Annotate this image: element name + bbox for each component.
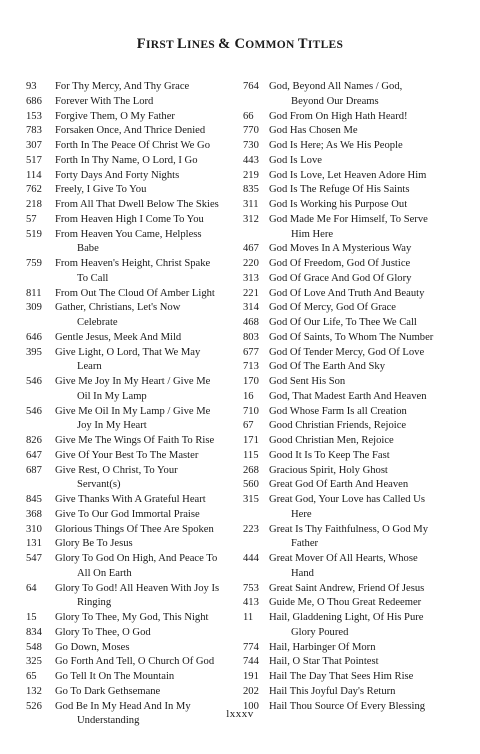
index-entry — [243, 110, 469, 125]
hymn-number: 314 — [243, 302, 259, 314]
index-entry — [26, 523, 240, 538]
hymn-first-line: God Of Freedom, God Of Justice — [269, 258, 411, 269]
hymn-first-line-continuation: Celebrate — [77, 317, 118, 328]
hymn-first-line: God Of Our Life, To Thee We Call — [269, 317, 417, 328]
hymn-number: 413 — [243, 597, 259, 609]
hymn-first-line: From Heaven You Came, Helpless — [55, 228, 202, 240]
hymn-first-line: From Heaven High I Come To You — [55, 213, 204, 225]
hymn-first-line: Hail This Joyful Day's Return — [269, 685, 396, 697]
index-entry — [243, 419, 469, 434]
hymn-first-line: God Of Love And Truth And Beauty — [269, 287, 425, 299]
index-entry — [243, 242, 469, 257]
hymn-number: 547 — [26, 553, 42, 564]
hymn-first-line: Glory Be To Jesus — [55, 538, 133, 550]
index-entry — [26, 95, 240, 110]
hymn-first-line: From Heaven's Height, Christ Spake — [55, 258, 211, 269]
hymn-number: 845 — [26, 494, 42, 505]
index-entry — [243, 464, 469, 479]
hymn-first-line: God, Beyond All Names / God, — [269, 81, 403, 92]
hymn-number: 677 — [243, 346, 259, 358]
hymn-first-line: God Is Love — [269, 154, 322, 166]
hymn-number: 646 — [26, 331, 42, 343]
hymn-number: 834 — [26, 626, 42, 638]
index-entry — [26, 582, 240, 612]
hymn-first-line: Good Christian Men, Rejoice — [269, 435, 394, 446]
hymn-first-line: God Of Grace And God Of Glory — [269, 272, 412, 284]
hymn-first-line: Forty Days And Forty Nights — [55, 169, 180, 181]
hymn-number: 131 — [26, 538, 42, 550]
index-entry — [243, 552, 469, 582]
hymn-number: 114 — [26, 169, 42, 181]
hymn-first-line: Great Saint Andrew, Friend Of Jesus — [269, 582, 425, 594]
hymn-first-line: God Be In My Head And In My — [55, 700, 191, 712]
hymn-first-line: Hail, Harbinger Of Morn — [269, 641, 376, 653]
index-entry — [26, 434, 240, 449]
hymn-first-line: God Of Tender Mercy, God Of Love — [269, 346, 425, 358]
hymn-number: 309 — [26, 302, 42, 314]
hymn-first-line: God Whose Farm Is all Creation — [269, 405, 407, 417]
hymn-first-line: God From On High Hath Heard! — [269, 110, 408, 122]
hymn-first-line: Go Down, Moses — [55, 641, 130, 653]
index-entry — [26, 124, 240, 139]
hymn-first-line-continuation: Hand — [291, 567, 314, 579]
hymn-first-line-continuation: All On Earth — [77, 567, 132, 579]
hymn-number: 710 — [243, 405, 259, 417]
hymn-first-line: God Of Saints, To Whom The Number — [269, 331, 434, 343]
hymn-first-line-continuation: Ringing — [77, 597, 112, 609]
hymn-number: 223 — [243, 523, 259, 535]
index-entry — [26, 331, 240, 346]
hymn-first-line: Hail The Day That Sees Him Rise — [269, 671, 414, 682]
hymn-first-line: Great Is Thy Faithfulness, O God My — [269, 523, 428, 535]
index-entry — [26, 169, 240, 184]
hymn-number: 687 — [26, 464, 42, 476]
hymn-first-line: Forth In The Peace Of Christ We Go — [55, 140, 210, 151]
hymn-first-line: From Out The Cloud Of Amber Light — [55, 287, 215, 299]
index-entry — [243, 360, 469, 375]
hymn-number: 218 — [26, 199, 42, 210]
hymn-number: 315 — [243, 494, 259, 505]
index-entry — [243, 272, 469, 287]
hymn-first-line: Great Mover Of All Hearts, Whose — [269, 553, 418, 564]
index-entry — [243, 287, 469, 302]
hymn-first-line: God Sent His Son — [269, 376, 346, 387]
hymn-first-line: God, That Madest Earth And Heaven — [269, 390, 427, 402]
hymn-number: 312 — [243, 213, 259, 225]
hymn-number: 443 — [243, 154, 259, 166]
hymn-first-line-continuation: Babe — [77, 243, 99, 255]
hymn-first-line-continuation: Beyond Our Dreams — [291, 95, 379, 107]
hymn-first-line-continuation: Joy In My Heart — [77, 420, 147, 432]
index-column-left — [26, 80, 240, 729]
index-entry — [26, 405, 240, 435]
hymn-number: 519 — [26, 228, 42, 240]
hymn-number: 66 — [243, 110, 254, 122]
hymn-first-line: Great God Of Earth And Heaven — [269, 479, 409, 491]
index-entry — [26, 641, 240, 656]
hymn-first-line: God Has Chosen Me — [269, 125, 358, 137]
hymn-number: 170 — [243, 376, 259, 387]
hymn-number: 64 — [26, 582, 37, 594]
index-entry — [243, 390, 469, 405]
hymn-first-line: Good It Is To Keep The Fast — [269, 449, 390, 461]
index-column-right — [243, 80, 469, 714]
index-entry — [243, 169, 469, 184]
index-entry — [243, 213, 469, 243]
index-entry — [243, 183, 469, 198]
hymn-first-line: God Is Here; As We His People — [269, 140, 403, 151]
index-entry — [26, 611, 240, 626]
hymn-first-line: Forsaken Once, And Thrice Denied — [55, 125, 206, 137]
hymn-number: 762 — [26, 184, 42, 196]
page-number: lxxxv — [226, 708, 254, 720]
hymn-first-line-continuation: Him Here — [291, 228, 334, 240]
index-entry — [243, 316, 469, 331]
index-entry — [243, 611, 469, 641]
hymn-first-line-continuation: Servant(s) — [77, 479, 121, 491]
hymn-number: 171 — [243, 435, 259, 446]
hymn-first-line: Hail Thou Source Of Every Blessing — [269, 700, 426, 712]
index-entry — [26, 493, 240, 508]
hymn-first-line: God Of The Earth And Sky — [269, 361, 386, 373]
index-entry — [26, 110, 240, 125]
hymn-first-line-continuation: Learn — [77, 361, 102, 373]
hymn-first-line: Glory To Thee, My God, This Night — [55, 612, 209, 623]
hymn-first-line: God Of Mercy, God Of Grace — [269, 302, 396, 314]
hymn-number: 313 — [243, 272, 259, 284]
hymn-first-line: Glorious Things Of Thee Are Spoken — [55, 523, 214, 535]
index-entry — [243, 375, 469, 390]
index-entry — [26, 655, 240, 670]
hymn-number: 15 — [26, 612, 37, 623]
index-entry — [26, 375, 240, 405]
hymn-first-line: Forth In Thy Name, O Lord, I Go — [55, 154, 198, 166]
hymn-number: 546 — [26, 376, 42, 387]
hymn-first-line: God Moves In A Mysterious Way — [269, 243, 412, 255]
index-entry — [243, 124, 469, 139]
hymn-number: 395 — [26, 346, 42, 358]
page-title: FIRST LINES & COMMON TITLES — [136, 36, 344, 52]
hymn-number: 444 — [243, 553, 259, 564]
hymn-number: 115 — [243, 449, 259, 461]
index-entry — [26, 537, 240, 552]
hymn-first-line: Freely, I Give To You — [55, 184, 147, 196]
hymn-number: 753 — [243, 582, 259, 594]
hymn-number: 560 — [243, 479, 259, 491]
hymn-number: 100 — [243, 700, 259, 712]
hymn-number: 220 — [243, 258, 259, 269]
hymn-first-line: God Is Working his Purpose Out — [269, 199, 408, 210]
index-entry — [26, 346, 240, 376]
hymn-number: 310 — [26, 523, 42, 535]
hymn-first-line: God Is Love, Let Heaven Adore Him — [269, 169, 427, 181]
hymn-first-line: Give Me Oil In My Lamp / Give Me — [55, 405, 211, 417]
hymn-number: 93 — [26, 81, 37, 92]
hymn-number: 325 — [26, 656, 42, 668]
hymn-number: 803 — [243, 331, 259, 343]
hymn-first-line-continuation: Oil In My Lamp — [77, 390, 147, 402]
hymn-first-line: Hail, Gladdening Light, Of His Pure — [269, 612, 424, 623]
hymn-number: 548 — [26, 641, 42, 653]
hymn-first-line: Give Rest, O Christ, To Your — [55, 464, 178, 476]
hymn-first-line: God Made Me For Himself, To Serve — [269, 213, 428, 225]
index-entry — [243, 257, 469, 272]
index-entry — [243, 434, 469, 449]
hymn-number: 774 — [243, 641, 259, 653]
hymn-number: 686 — [26, 95, 42, 107]
hymn-number: 744 — [243, 656, 259, 668]
hymn-number: 826 — [26, 435, 42, 446]
hymn-first-line-continuation: Here — [291, 508, 312, 520]
hymn-first-line: For Thy Mercy, And Thy Grace — [55, 81, 190, 92]
index-entry — [26, 80, 240, 95]
index-entry — [243, 301, 469, 316]
index-entry — [243, 405, 469, 420]
hymn-first-line: From All That Dwell Below The Skies — [55, 199, 219, 210]
hymn-number: 759 — [26, 258, 42, 269]
hymn-first-line: Go To Dark Gethsemane — [55, 685, 161, 697]
index-entry — [26, 685, 240, 700]
hymn-number: 153 — [26, 110, 42, 122]
index-entry — [243, 641, 469, 656]
hymn-first-line: Glory To Thee, O God — [55, 626, 151, 638]
index-entry — [26, 552, 240, 582]
hymn-number: 132 — [26, 685, 42, 697]
hymn-first-line: Give Me Joy In My Heart / Give Me — [55, 376, 211, 387]
index-entry — [26, 228, 240, 258]
hymn-first-line: Give Me The Wings Of Faith To Rise — [55, 435, 215, 446]
index-entry — [243, 685, 469, 700]
index-entry — [243, 139, 469, 154]
hymn-first-line: Give To Our God Immortal Praise — [55, 508, 200, 520]
hymn-number: 65 — [26, 671, 37, 682]
hymn-number: 467 — [243, 243, 259, 255]
index-entry — [26, 183, 240, 198]
hymn-number: 764 — [243, 81, 259, 92]
hymn-first-line: Glory To God On High, And Peace To — [55, 553, 218, 564]
hymn-first-line: Forgive Them, O My Father — [55, 110, 175, 122]
hymn-first-line-continuation: Understanding — [77, 715, 140, 727]
index-entry — [26, 626, 240, 641]
hymn-number: 730 — [243, 140, 259, 151]
index-entry — [26, 154, 240, 169]
index-entry — [26, 139, 240, 154]
hymn-number: 770 — [243, 125, 259, 137]
hymn-first-line: Give Light, O Lord, That We May — [55, 346, 201, 358]
hymn-first-line: Hail, O Star That Pointest — [269, 656, 379, 668]
index-entry — [26, 198, 240, 213]
index-entry — [243, 670, 469, 685]
index-entry — [26, 670, 240, 685]
index-entry — [243, 80, 469, 110]
hymn-first-line-continuation: To Call — [77, 272, 109, 284]
hymn-first-line: Gentle Jesus, Meek And Mild — [55, 331, 182, 343]
hymn-number: 219 — [243, 169, 259, 181]
hymn-first-line: Go Forth And Tell, O Church Of God — [55, 656, 215, 668]
hymn-number: 468 — [243, 317, 259, 328]
index-entry — [243, 596, 469, 611]
hymn-number: 835 — [243, 184, 259, 196]
hymn-number: 311 — [243, 199, 259, 210]
hymn-number: 647 — [26, 449, 42, 461]
hymn-first-line: Go Tell It On The Mountain — [55, 671, 175, 682]
hymn-first-line: Gather, Christians, Let's Now — [55, 302, 181, 314]
hymn-number: 67 — [243, 420, 254, 432]
hymn-first-line: Great God, Your Love has Called Us — [269, 494, 425, 505]
hymn-first-line: Give Thanks With A Grateful Heart — [55, 494, 206, 505]
index-entry — [243, 493, 469, 523]
hymn-first-line-continuation: Glory Poured — [291, 626, 349, 638]
hymn-number: 57 — [26, 213, 37, 225]
hymn-first-line: Give Of Your Best To The Master — [55, 449, 199, 461]
index-entry — [243, 478, 469, 493]
index-entry — [26, 287, 240, 302]
index-entry — [26, 464, 240, 494]
hymn-number: 713 — [243, 361, 259, 373]
hymn-number: 811 — [26, 287, 42, 299]
hymn-number: 11 — [243, 612, 254, 623]
hymn-number: 202 — [243, 685, 259, 697]
index-entry — [243, 154, 469, 169]
hymn-first-line: Good Christian Friends, Rejoice — [269, 420, 407, 432]
hymn-number: 368 — [26, 508, 42, 520]
index-entry — [243, 449, 469, 464]
index-entry — [26, 257, 240, 287]
index-entry — [243, 655, 469, 670]
hymn-number: 783 — [26, 125, 42, 137]
index-entry — [26, 213, 240, 228]
hymn-number: 221 — [243, 287, 259, 299]
hymn-number: 526 — [26, 700, 42, 712]
index-entry — [243, 582, 469, 597]
hymn-number: 546 — [26, 405, 42, 417]
hymn-first-line-continuation: Father — [291, 538, 319, 550]
hymn-first-line: Gracious Spirit, Holy Ghost — [269, 464, 388, 476]
hymn-number: 268 — [243, 464, 259, 476]
hymn-first-line: God Is The Refuge Of His Saints — [269, 184, 410, 196]
hymn-number: 16 — [243, 390, 254, 402]
hymn-number: 307 — [26, 140, 42, 151]
index-entry — [243, 198, 469, 213]
hymn-number: 191 — [243, 671, 259, 682]
hymn-first-line: Glory To God! All Heaven With Joy Is — [55, 582, 220, 594]
index-entry — [26, 508, 240, 523]
index-entry — [243, 523, 469, 553]
index-entry — [243, 331, 469, 346]
index-entry — [26, 449, 240, 464]
hymn-first-line: Guide Me, O Thou Great Redeemer — [269, 597, 422, 609]
hymn-number: 517 — [26, 154, 42, 166]
index-entry — [243, 346, 469, 361]
index-entry — [26, 301, 240, 331]
hymn-first-line: Forever With The Lord — [55, 95, 154, 107]
